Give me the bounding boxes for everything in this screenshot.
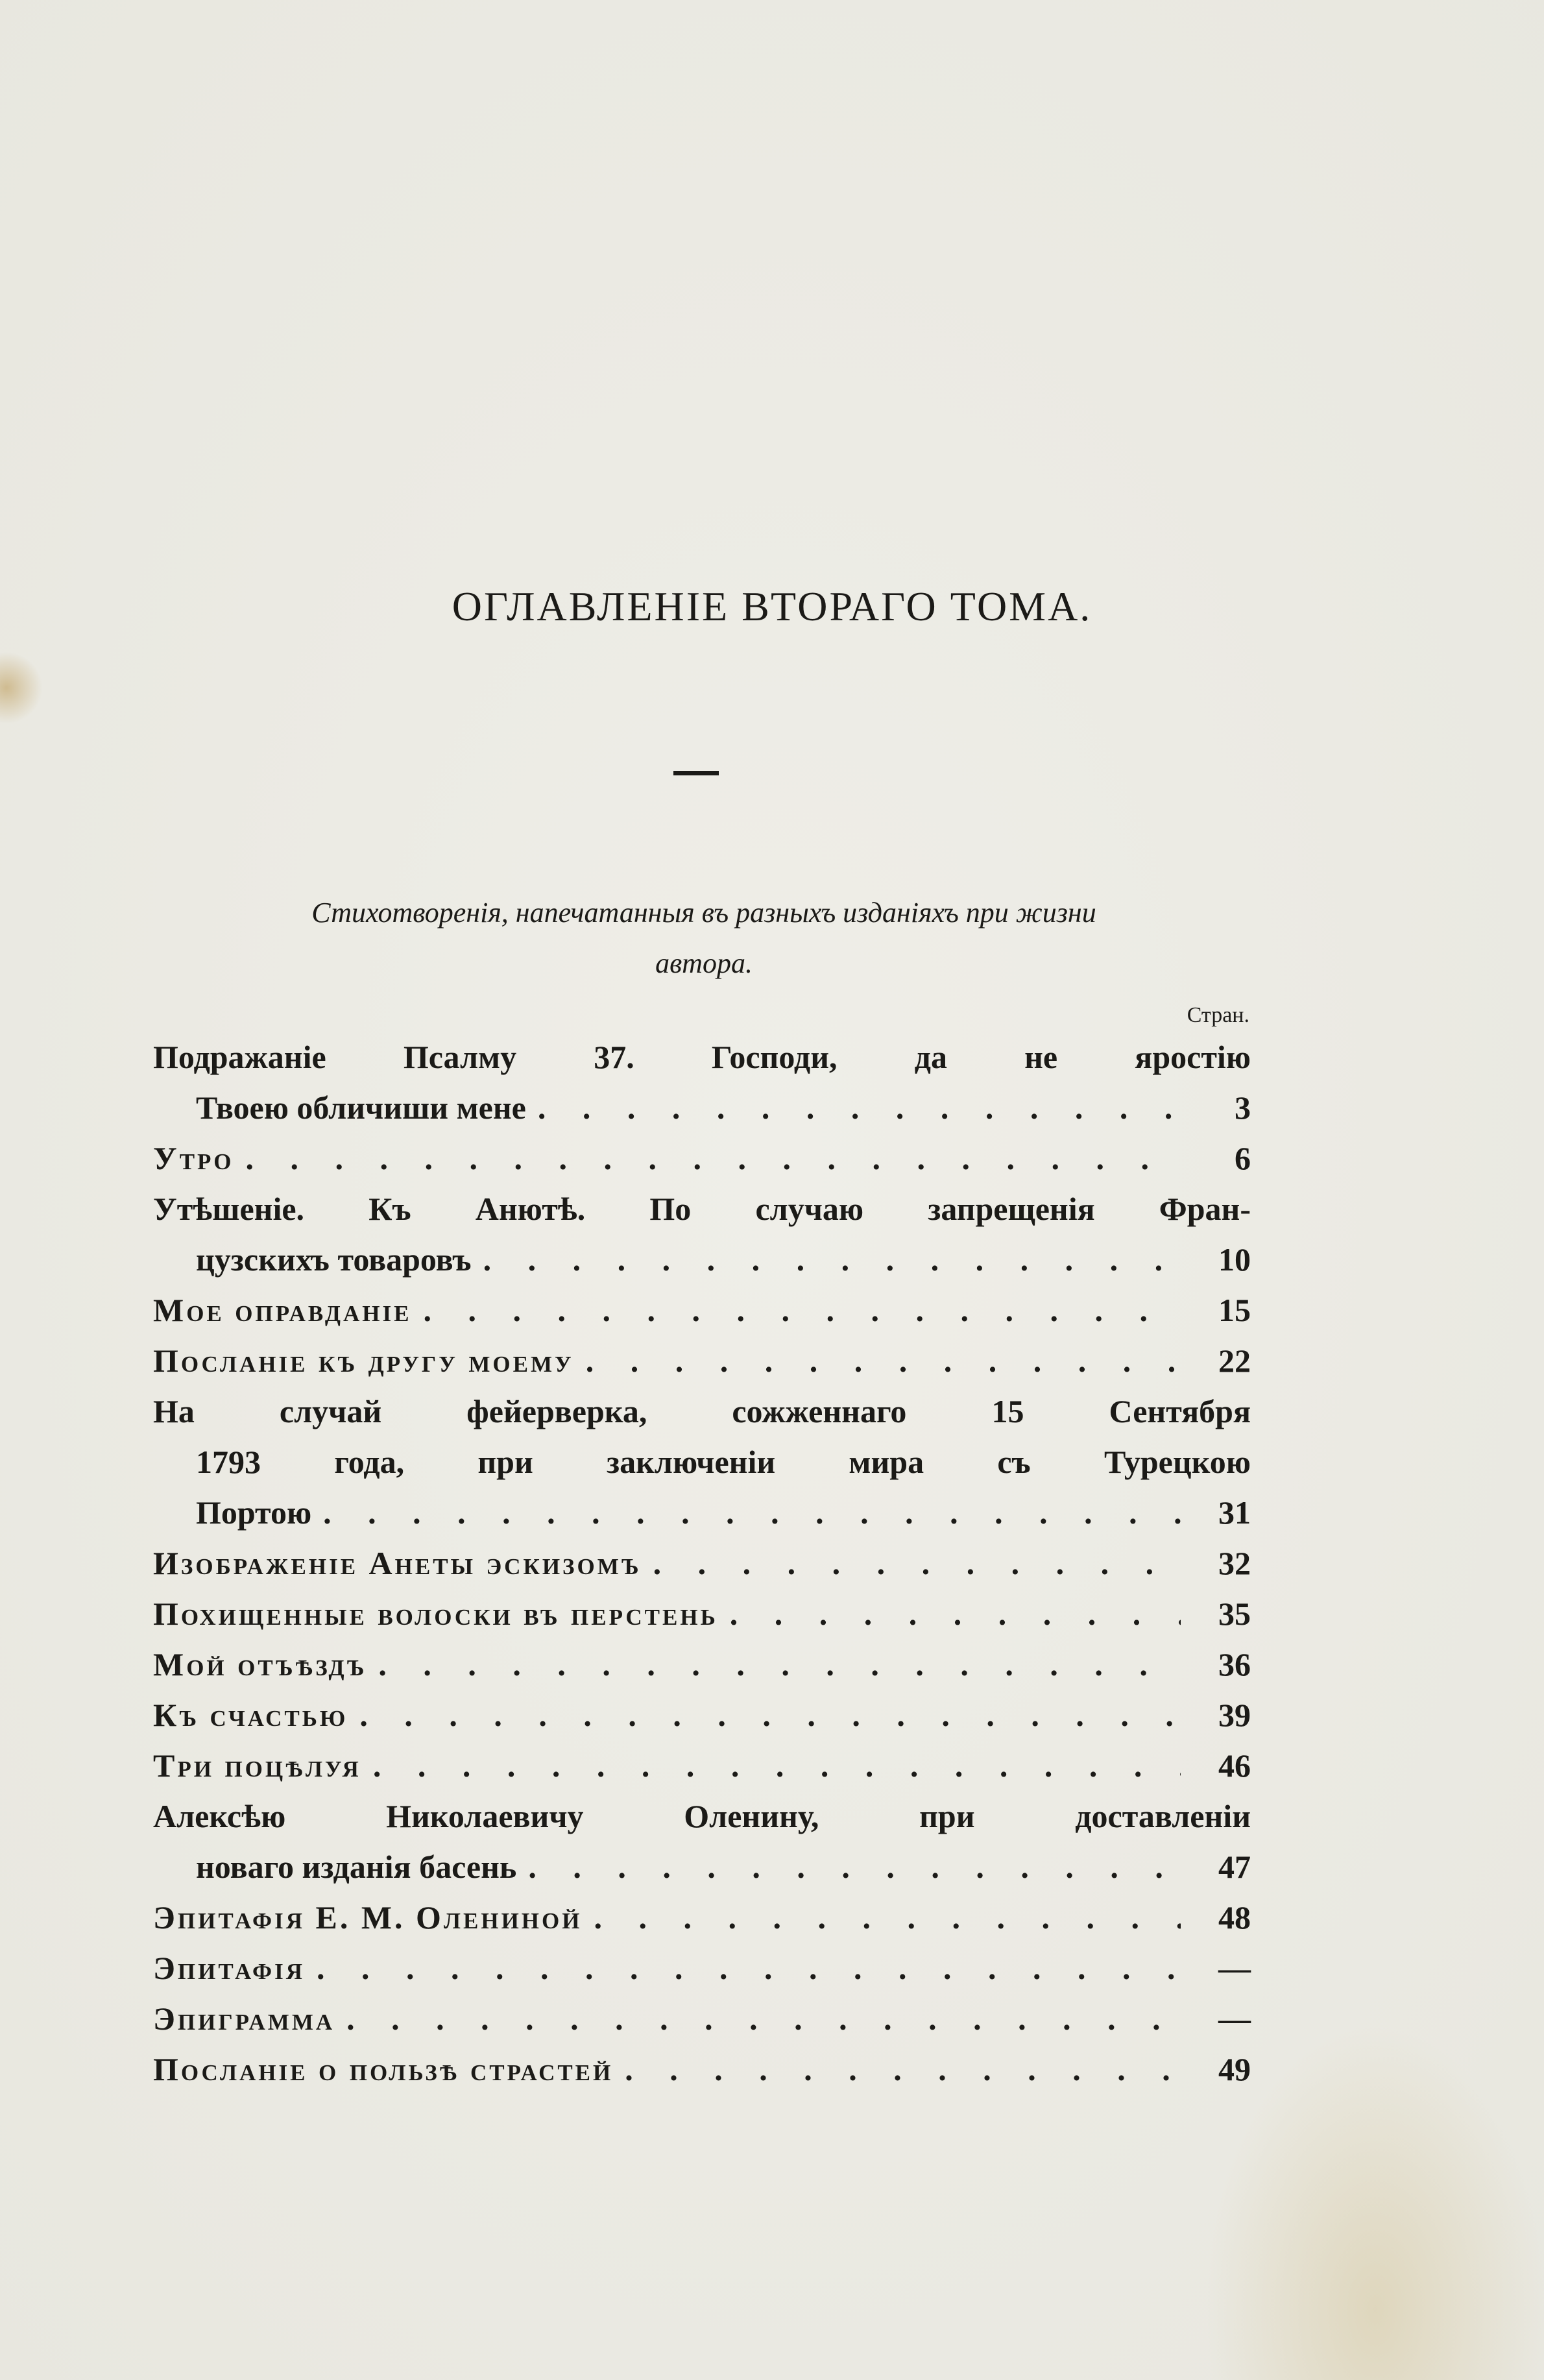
toc-entry-line — [153, 1841, 1251, 1892]
toc-entry-line — [153, 1285, 1251, 1335]
toc-entry-line — [153, 1740, 1251, 1791]
toc-entry-title: Алексѣю Николаевичу Оленину, при доставленіи — [153, 1798, 1251, 1834]
toc-entry-page: 49 — [1218, 2051, 1251, 2087]
leader-dots — [483, 1234, 1181, 1285]
leader-dots — [538, 1082, 1181, 1133]
toc-entry-line — [153, 1234, 1251, 1285]
leader-dots — [594, 1892, 1181, 1943]
toc-entry-title: Изображеніе Анеты эскизомъ — [153, 1545, 642, 1581]
toc-entry-page: — — [1218, 2000, 1251, 2037]
toc-entry-title: Эпитафія — [153, 1950, 305, 1986]
toc-entry-page: 48 — [1218, 1899, 1251, 1936]
leader-dots — [730, 1588, 1181, 1639]
title-rule — [673, 771, 719, 775]
leader-dots — [378, 1639, 1181, 1690]
subtitle-line-1: Стихотворенія, напечатанныя въ разныхъ изданіяхъ при жизни — [311, 897, 1096, 929]
toc-entry-page: 10 — [1218, 1241, 1251, 1278]
toc-entry-line — [153, 1639, 1251, 1690]
toc-entry-title: Посланіе къ другу моему — [153, 1342, 574, 1379]
toc-entry-title-cont: 1793 года, при заключеніи мира съ Турецкою — [196, 1444, 1251, 1480]
toc-entry-title-cont: новаго изданія басень — [196, 1849, 517, 1885]
toc-entry-line — [153, 1943, 1251, 1993]
toc-entry-line — [153, 1993, 1251, 2044]
section-subtitle — [156, 888, 1252, 989]
toc-entry-page: 46 — [1218, 1747, 1251, 1784]
toc-entry-line — [153, 1487, 1251, 1538]
leader-dots — [359, 1690, 1181, 1740]
leader-dots — [423, 1285, 1181, 1335]
leader-dots — [323, 1487, 1181, 1538]
toc-entry-page: 39 — [1218, 1697, 1251, 1733]
toc-entry-title: Подражаніе Псалму 37. Господи, да не яростію — [153, 1039, 1251, 1075]
leader-dots — [625, 2044, 1181, 2095]
toc-entry-line — [153, 1133, 1251, 1184]
toc-entry-title: Мое оправданіе — [153, 1292, 412, 1328]
leader-dots — [346, 1993, 1181, 2044]
toc-entry-title-cont: Портою — [196, 1494, 312, 1531]
toc-entry-line — [153, 1386, 1251, 1437]
toc-entry-line — [153, 1082, 1251, 1133]
leader-dots — [586, 1335, 1181, 1386]
toc-entry-page: — — [1218, 1950, 1251, 1986]
toc-entry-line — [153, 1437, 1251, 1487]
toc-entry-line — [153, 1538, 1251, 1588]
toc-entry-title: Эпиграмма — [153, 2000, 335, 2037]
toc-entry-page: 3 — [1235, 1089, 1251, 1126]
toc-entry-page: 36 — [1218, 1646, 1251, 1682]
toc-entry-title: Три поцѣлуя — [153, 1747, 361, 1784]
toc-entry-page: 35 — [1218, 1596, 1251, 1632]
toc-entry-title: Эпитафія Е. М. Олениной — [153, 1899, 583, 1936]
toc-entry-line — [153, 1335, 1251, 1386]
toc-entry-title: На случай фейерверка, сожженнаго 15 Сентября — [153, 1393, 1251, 1429]
toc-entry-line — [153, 2044, 1251, 2095]
toc-entry-title-cont: цузскихъ товаровъ — [196, 1241, 472, 1278]
toc-entry-page: 22 — [1218, 1342, 1251, 1379]
toc-entry-title: Къ счастью — [153, 1697, 348, 1733]
leader-dots — [317, 1943, 1181, 1993]
toc-entry-page: 6 — [1235, 1140, 1251, 1176]
toc-entry-page: 15 — [1218, 1292, 1251, 1328]
toc-entry-page: 32 — [1218, 1545, 1251, 1581]
page-title: ОГЛАВЛЕНІЕ ВТОРАГО ТОМА. — [452, 583, 1092, 629]
toc-entry-title-cont: Твоею обличиши мене — [196, 1089, 526, 1126]
table-of-contents — [153, 1032, 1251, 2095]
page-column-header: Стран. — [1187, 1003, 1249, 1027]
toc-entry-title: Посланіе о пользѣ страстей — [153, 2051, 614, 2087]
toc-entry-line — [153, 1690, 1251, 1740]
toc-entry-title: Утѣшеніе. Къ Анютѣ. По случаю запрещенія Фран- — [153, 1191, 1251, 1227]
toc-entry-line — [153, 1892, 1251, 1943]
toc-entry-line — [153, 1588, 1251, 1639]
leader-dots — [528, 1841, 1181, 1892]
subtitle-line-2: автора. — [655, 947, 753, 979]
leader-dots — [653, 1538, 1181, 1588]
toc-entry-line — [153, 1184, 1251, 1234]
toc-entry-title: Утро — [153, 1140, 234, 1176]
paper-stain — [0, 649, 45, 727]
toc-entry-page: 31 — [1218, 1494, 1251, 1531]
leader-dots — [245, 1133, 1181, 1184]
toc-entry-title: Похищенные волоски въ перстень — [153, 1596, 718, 1632]
toc-entry-line — [153, 1791, 1251, 1841]
toc-entry-line — [153, 1032, 1251, 1082]
toc-entry-title: Мой отъѣздъ — [153, 1646, 367, 1682]
toc-entry-page: 47 — [1218, 1849, 1251, 1885]
leader-dots — [373, 1740, 1181, 1791]
